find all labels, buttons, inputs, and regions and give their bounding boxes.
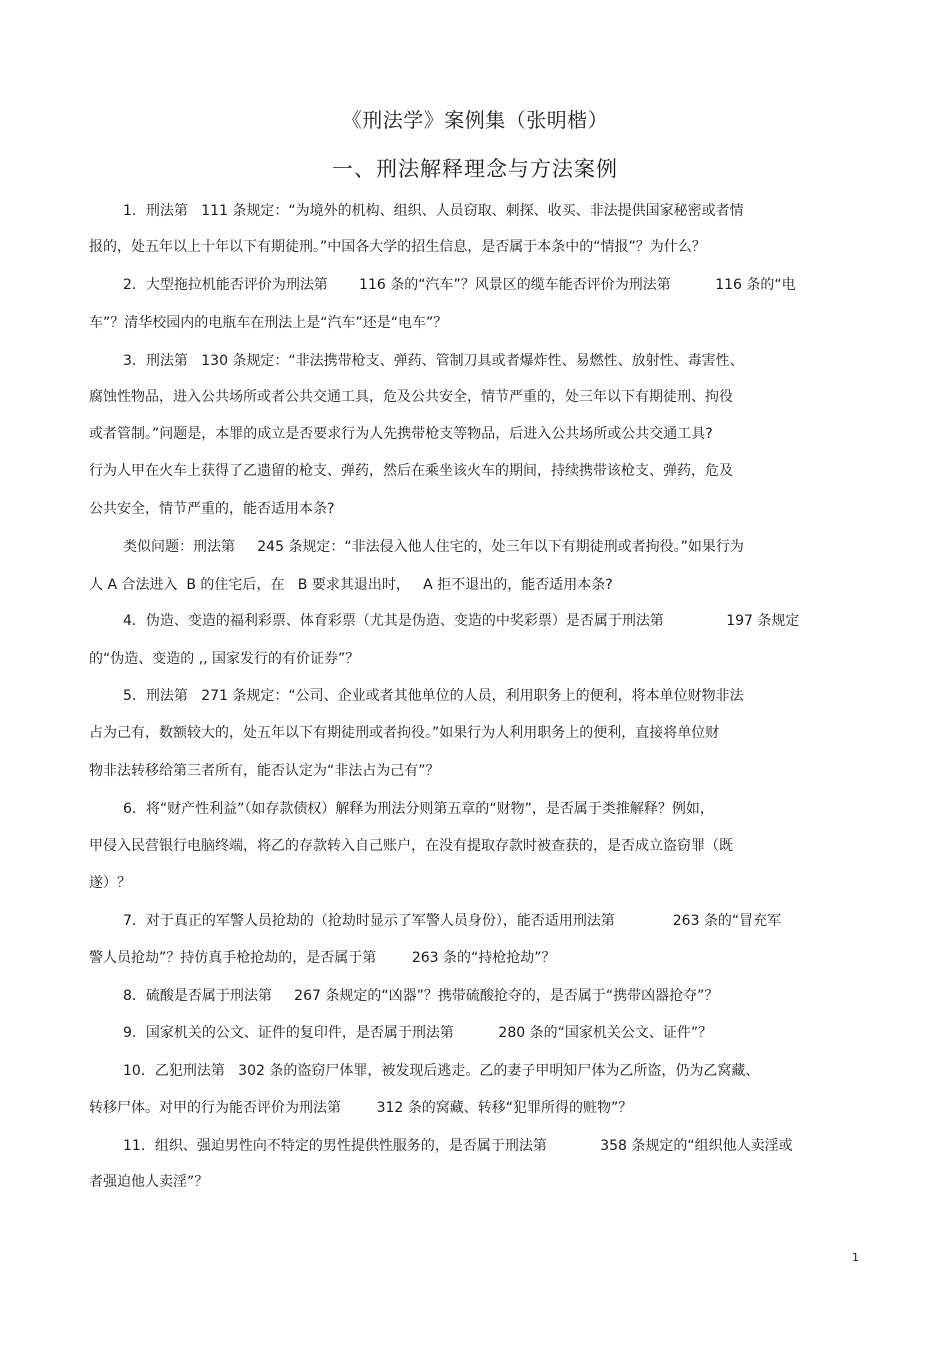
body-line: 公共安全，情节严重的，能否适用本条? (89, 501, 335, 517)
body-line: 6．将“财产性利益”（如存款债权）解释为刑法分则第五章的“财物”，是否属于类推解释？例如， (123, 801, 714, 817)
section-heading: 一、刑法解释理念与方法案例 (332, 157, 618, 181)
body-line: 1．刑法第 111 条规定：“为境外的机构、组织、人员窃取、刺探、收买、非法提供国家秘密或者情 (123, 203, 744, 219)
body-line: 2．大型拖拉机能否评价为刑法第 116 条的“汽车”？风景区的缆车能否评价为刑法第 116 条的“电 (123, 277, 796, 293)
body-line: 5．刑法第 271 条规定：“公司、企业或者其他单位的人员，利用职务上的便利，将本单位财物非法 (123, 688, 744, 704)
body-line: 车”？清华校园内的电瓶车在刑法上是“汽车”还是“电车”？ (89, 315, 448, 331)
body-line: 人 A 合法进入 B 的住宅后，在 B 要求其退出时， A 拒不退出的，能否适用本条? (89, 577, 613, 593)
body-line: 9．国家机关的公文、证件的复印件，是否属于刑法第 280 条的“国家机关公文、证件”？ (123, 1025, 713, 1041)
body-line: 7．对于真正的军警人员抢劫的（抢劫时显示了军警人员身份），能否适用刑法第 263 条的“冒充军 (123, 913, 782, 929)
body-line: 行为人甲在火车上获得了乙遗留的枪支、弹药，然后在乘坐该火车的期间，持续携带该枪支、弹药，危及 (89, 463, 733, 479)
body-line: 占为己有，数额较大的，处五年以下有期徒刑或者拘役。”如果行为人利用职务上的便利，直接将单位财 (89, 725, 720, 741)
body-line: 10．乙犯刑法第 302 条的盗窃尸体罪，被发现后逃走。乙的妻子甲明知尸体为乙所盗，仍为乙窝藏、 (123, 1063, 760, 1079)
body-line: 的“伪造、变造的 ,, 国家发行的有价证券”？ (89, 651, 360, 667)
body-line: 类似问题：刑法第 245 条规定：“非法侵入他人住宅的，处三年以下有期徒刑或者拘役。”如果行为 (123, 539, 744, 555)
body-line: 甲侵入民营银行电脑终端，将乙的存款转入自己账户，在没有提取存款时被查获的，是否成立盗窃罪（既 (89, 838, 733, 854)
body-line: 腐蚀性物品，进入公共场所或者公共交通工具，危及公共安全，情节严重的，处三年以下有期徒刑、拘役 (89, 389, 733, 405)
body-line: 转移尸体。对甲的行为能否评价为刑法第 312 条的窝藏、转移“犯罪所得的赃物”？ (89, 1100, 633, 1116)
body-line: 8．硫酸是否属于刑法第 267 条规定的“凶器”？携带硫酸抢夺的，是否属于“携带凶器抢夺”？ (123, 988, 719, 1004)
document-title: 《刑法学》案例集（张明楷） (341, 108, 609, 132)
body-line: 遂）？ (89, 875, 131, 891)
body-line: 物非法转移给第三者所有，能否认定为“非法占为己有”？ (89, 763, 440, 779)
page-number: 1 (852, 1251, 859, 1264)
body-line: 4．伪造、变造的福利彩票、体育彩票（尤其是伪造、变造的中奖彩票）是否属于刑法第 197 条规定 (123, 613, 800, 629)
body-line: 报的，处五年以上十年以下有期徒刑。”中国各大学的招生信息，是否属于本条中的“情报”？为什么？ (89, 239, 706, 255)
body-line: 11．组织、强迫男性向不特定的男性提供性服务的，是否属于刑法第 358 条规定的“组织他人卖淫或 (123, 1138, 793, 1154)
body-line: 3．刑法第 130 条规定：“非法携带枪支、弹药、管制刀具或者爆炸性、易燃性、放射性、毒害性、 (123, 353, 744, 369)
body-line: 或者管制。”问题是，本罪的成立是否要求行为人先携带枪支等物品，后进入公共场所或公共交通工具? (89, 426, 713, 442)
body-line: 者强迫他人卖淫”？ (89, 1174, 209, 1190)
body-line: 警人员抢劫”？持仿真手枪抢劫的，是否属于第 263 条的“持枪抢劫”？ (89, 950, 556, 966)
